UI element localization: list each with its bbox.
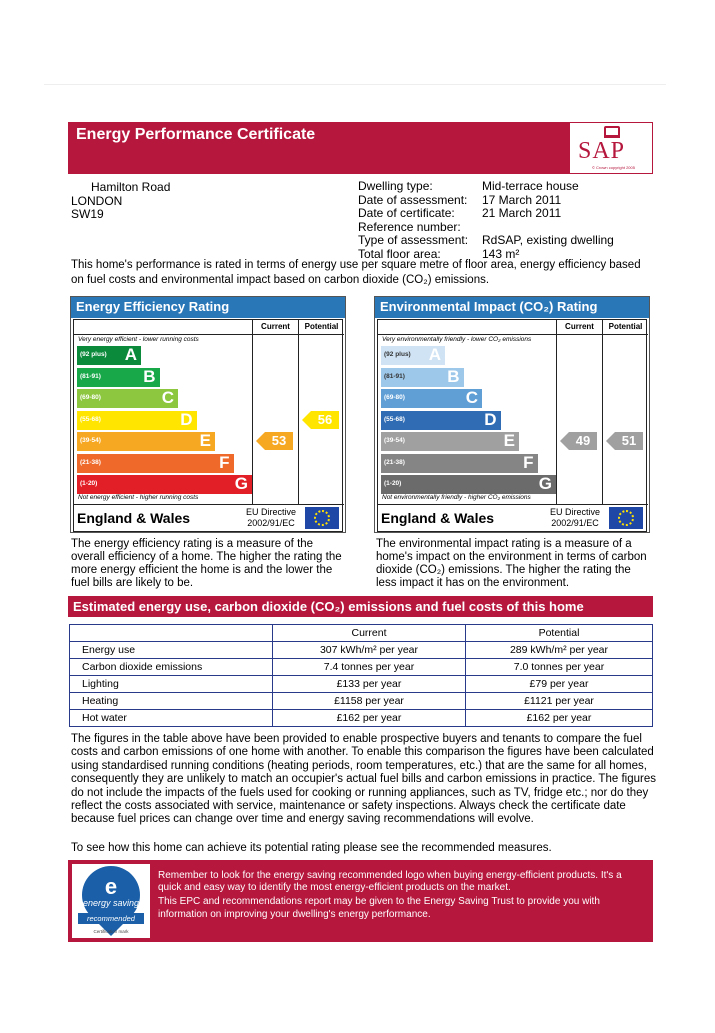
directive-line-2: 2002/91/EC <box>551 518 599 528</box>
eu-directive <box>550 507 600 529</box>
band-range: (55-68) <box>80 415 101 423</box>
detail-label: Dwelling type: <box>358 179 433 193</box>
rating-band-b <box>77 368 160 387</box>
rating-band-d <box>381 411 501 430</box>
band-letter: A <box>428 345 441 364</box>
address-line-3: SW19 <box>71 207 104 221</box>
detail-label: Reference number: <box>358 219 461 234</box>
cost-table <box>69 624 653 727</box>
logo-recommended-band: recommended <box>78 913 144 924</box>
band-range: (1-20) <box>384 480 402 487</box>
potential-rating-value: 51 <box>615 432 643 450</box>
top-note: Very environmentally friendly - lower CO₂ emissions <box>382 336 532 343</box>
directive-line-1: EU Directive <box>550 507 601 517</box>
detail-row <box>358 207 614 221</box>
environmental-impact-panel <box>374 296 650 533</box>
energy-saving-recommended-logo <box>72 864 150 938</box>
row-current: 7.4 tonnes per year <box>273 659 466 676</box>
detail-row <box>358 180 614 194</box>
potential-column-header: Potential <box>608 322 643 331</box>
rating-chart <box>377 319 647 532</box>
rating-band-g <box>381 475 556 494</box>
band-range: (81-91) <box>384 372 405 380</box>
band-range: (55-68) <box>384 415 405 423</box>
band-letter: F <box>219 452 230 472</box>
crown-icon <box>604 126 620 138</box>
rating-band-d <box>77 411 197 430</box>
band-letter: F <box>523 452 534 472</box>
current-column-header: Current <box>261 322 290 331</box>
table-row <box>70 676 653 693</box>
rating-band-f <box>381 454 538 473</box>
band-letter: D <box>180 409 193 429</box>
bottom-note: Not environmentally friendly - higher CO₂ emissions <box>382 494 531 501</box>
band-letter: A <box>124 345 137 364</box>
band-range: (69-80) <box>384 394 405 401</box>
band-range: (92 plus) <box>384 351 411 358</box>
band-range: (21-38) <box>384 458 405 466</box>
table-row <box>70 659 653 676</box>
row-potential: £79 per year <box>466 676 653 693</box>
rating-band-f <box>77 454 234 473</box>
header-divider <box>74 334 344 335</box>
rating-band-a <box>77 346 141 365</box>
band-range: (69-80) <box>80 394 101 401</box>
rating-band-e <box>77 432 215 451</box>
eu-flag-icon <box>609 507 643 529</box>
band-range: (1-20) <box>80 480 98 487</box>
country-label: England & Wales <box>381 510 495 526</box>
row-current: £133 per year <box>273 676 466 693</box>
band-range: (39-54) <box>80 437 101 444</box>
country-label: England & Wales <box>77 510 191 526</box>
page-title: Energy Performance Certificate <box>76 126 316 143</box>
detail-label: Date of assessment: <box>358 192 468 207</box>
row-current: 307 kWh/m² per year <box>273 642 466 659</box>
potential-rating-value: 56 <box>311 411 339 429</box>
band-letter: C <box>161 388 174 407</box>
logo-word-saving: saving <box>113 898 140 908</box>
band-letter: C <box>465 388 478 407</box>
eu-directive <box>246 507 296 529</box>
row-current: £162 per year <box>273 710 466 727</box>
column-divider <box>602 320 603 504</box>
band-letter: E <box>503 431 515 450</box>
band-letter: D <box>484 409 497 429</box>
environmental-description: The environmental impact rating is a measure of a home's impact on the environment in terms of carbon dioxide (CO₂) emissions. The higher the rating the less impact it has on the environment. <box>376 538 647 589</box>
eu-flag-icon <box>305 507 339 529</box>
detail-value: Mid-terrace house <box>482 179 579 193</box>
detail-label: Date of certificate: <box>358 206 455 220</box>
panel-title: Energy Efficiency Rating <box>71 297 345 318</box>
row-potential: 7.0 tonnes per year <box>466 659 653 676</box>
certification-mark-caption: Certification mark <box>93 929 129 934</box>
row-potential: £1121 per year <box>466 693 653 710</box>
row-label: Lighting <box>70 676 273 693</box>
table-row <box>70 710 653 727</box>
row-label: Energy use <box>70 642 273 659</box>
table-row <box>70 693 653 710</box>
band-letter: B <box>143 366 156 386</box>
recommended-text <box>158 870 638 921</box>
row-label: Hot water <box>70 710 273 727</box>
current-rating-value: 53 <box>265 432 293 450</box>
column-divider <box>298 320 299 504</box>
table-header-current: Current <box>273 625 466 642</box>
rating-band-b <box>381 368 464 387</box>
e-symbol-icon: e <box>104 874 118 899</box>
recommended-paragraph-1: Remember to look for the energy saving recommended logo when buying energy-efficient products. It's a quick and easy way to identify the most energy-efficient products on the market. <box>158 870 622 894</box>
detail-row <box>358 221 614 235</box>
band-letter: G <box>538 474 552 493</box>
estimate-section-title: Estimated energy use, carbon dioxide (CO₂) emissions and fuel costs of this home <box>68 596 653 617</box>
efficiency-description: The energy efficiency rating is a measure of the overall efficiency of a home. The higher the rating the more energy efficient the home is and the lower the fuel bills are likely to be. <box>71 538 342 589</box>
detail-value: 17 March 2011 <box>482 192 562 207</box>
detail-label: Total floor area: <box>358 246 441 261</box>
dwelling-details <box>358 180 614 261</box>
intro-text: This home's performance is rated in terms of energy use per square metre of floor area, energy efficiency based on fuel costs and environmental impact based on carbon dioxide (CO₂) emissions. <box>71 259 641 286</box>
band-range: (92 plus) <box>80 351 107 358</box>
column-divider <box>252 320 253 504</box>
logo-word-energy: energy <box>82 898 111 908</box>
table-header-blank <box>70 625 273 642</box>
detail-label: Type of assessment: <box>358 233 469 247</box>
row-potential: £162 per year <box>466 710 653 727</box>
band-letter: E <box>199 431 211 450</box>
sap-logo-text: SAP <box>578 138 626 164</box>
column-divider <box>556 320 557 504</box>
footer-divider <box>74 504 344 505</box>
logo-words <box>72 898 150 908</box>
detail-value: 21 March 2011 <box>482 206 562 220</box>
address-line-2: LONDON <box>71 194 123 208</box>
table-row <box>70 642 653 659</box>
detail-row <box>358 194 614 208</box>
row-current: £1158 per year <box>273 693 466 710</box>
row-potential: 289 kWh/m² per year <box>466 642 653 659</box>
energy-efficiency-panel <box>70 296 346 533</box>
rating-band-c <box>77 389 178 408</box>
band-range: (21-38) <box>80 458 101 466</box>
detail-value: 143 m² <box>482 246 520 261</box>
detail-value: RdSAP, existing dwelling <box>482 233 614 247</box>
row-label: Heating <box>70 693 273 710</box>
top-note: Very energy efficient - lower running costs <box>78 336 199 343</box>
address-line-1: Hamilton Road <box>91 180 171 194</box>
potential-column-header: Potential <box>304 322 339 331</box>
current-column-header: Current <box>565 322 594 331</box>
current-rating-value: 49 <box>569 432 597 450</box>
band-range: (81-91) <box>80 372 101 380</box>
row-label: Carbon dioxide emissions <box>70 659 273 676</box>
recommendation-pointer: To see how this home can achieve its potential rating please see the recommended measures. <box>71 842 552 854</box>
header-divider <box>378 334 648 335</box>
rating-band-e <box>381 432 519 451</box>
panel-title: Environmental Impact (CO₂) Rating <box>375 297 649 318</box>
directive-line-2: 2002/91/EC <box>247 518 295 528</box>
detail-row <box>358 234 614 248</box>
rating-band-g <box>77 475 252 494</box>
rating-chart <box>73 319 343 532</box>
rating-band-c <box>381 389 482 408</box>
bottom-note: Not energy efficient - higher running costs <box>78 494 199 501</box>
top-rule <box>44 84 666 85</box>
footer-divider <box>378 504 648 505</box>
directive-line-1: EU Directive <box>246 507 297 517</box>
rating-band-a <box>381 346 445 365</box>
sap-logo-copyright: © Crown copyright 2005 <box>592 165 635 170</box>
table-header-potential: Potential <box>466 625 653 642</box>
table-header-row <box>70 625 653 642</box>
band-letter: G <box>234 474 248 493</box>
figures-explanation: The figures in the table above have been provided to enable prospective buyers and tenants to compare the fuel costs and carbon emissions of one home with another. To enable this comparison the figures have been calculated using standardised running conditions (heating periods, room temperatures, etc.) that are the same for all homes, consequently they are unlikely to match an occupier's actual fuel bills and carbon emissions in practice. The figures do not include the impacts of the fuels used for cooking or running appliances, such as TV, fridge etc.; nor do they reflect the costs associated with service, maintenance or safety inspections. Always check the certificate date because fuel prices can change over time and energy saving recommendations will evolve. <box>71 733 656 826</box>
band-letter: B <box>447 366 460 386</box>
sap-logo <box>569 122 653 174</box>
energy-saving-recommended-banner <box>68 860 653 942</box>
recommended-paragraph-2: This EPC and recommendations report may be given to the Energy Saving Trust to provide you with information on improving your dwelling's energy performance. <box>158 896 600 920</box>
certificate-header <box>68 122 653 174</box>
band-range: (39-54) <box>384 437 405 444</box>
